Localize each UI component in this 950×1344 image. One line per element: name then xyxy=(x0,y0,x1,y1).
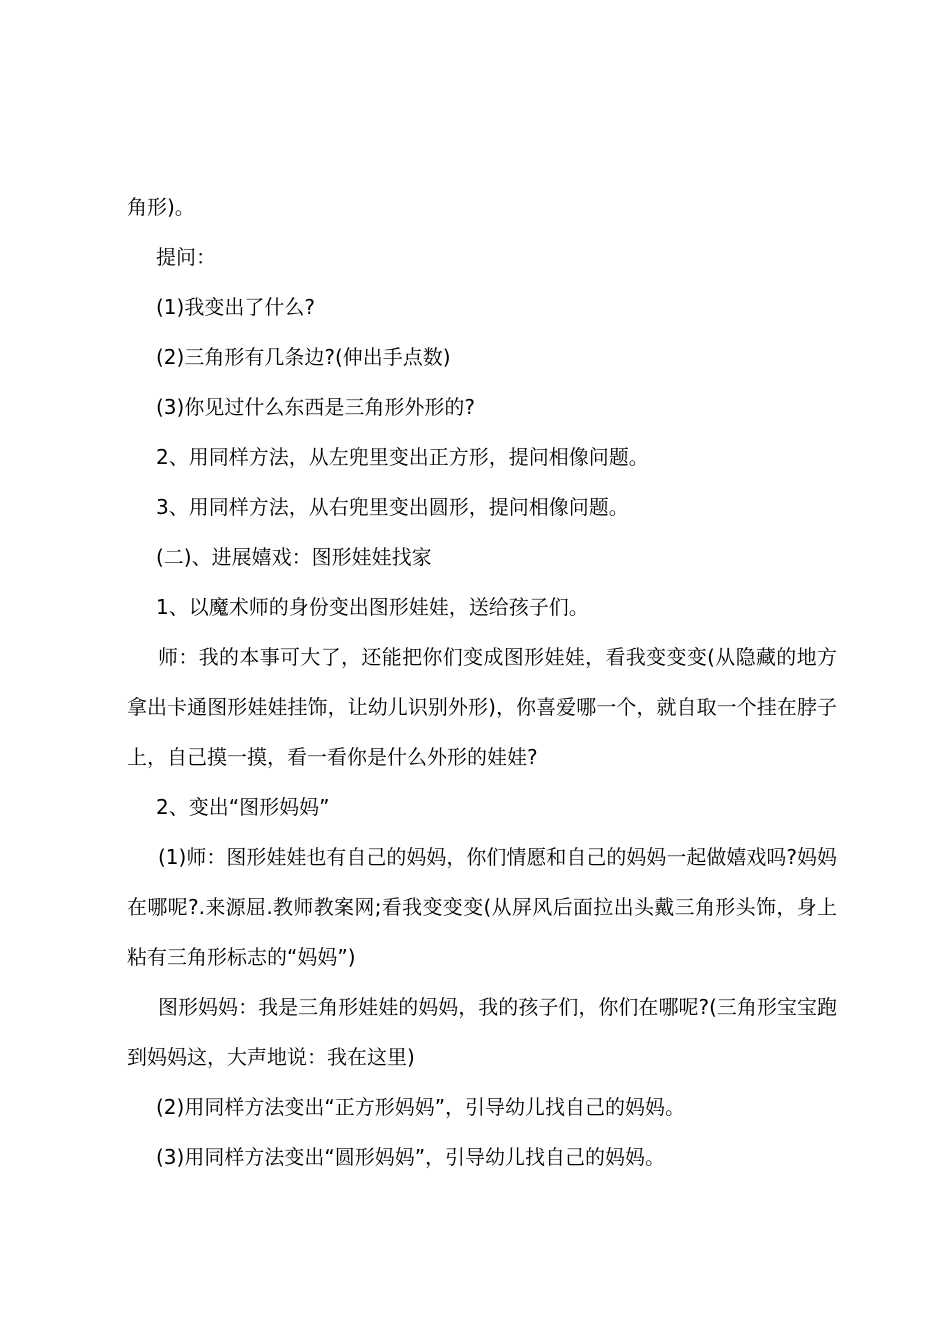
paragraph-teacher-speech: 师：我的本事可大了，还能把你们变成图形娃娃，看我变变变(从隐藏的地方拿出卡通图形娃娃挂饰，让幼儿识别外形)，你喜爱哪一个，就自取一个挂在脖子上，自己摸一摸，看一看你是什么外形的娃娃? xyxy=(127,645,837,769)
paragraph-square-mother: (2)用同样方法变出“正方形妈妈”，引导幼儿找自己的妈妈。 xyxy=(156,1095,686,1119)
paragraph-game-step-1: 1、以魔术师的身份变出图形娃娃，送给孩子们。 xyxy=(156,595,589,619)
paragraph-question-heading: 提问： xyxy=(156,245,216,269)
paragraph-continuation: 角形)。 xyxy=(127,195,195,219)
paragraph-question-1: (1)我变出了什么? xyxy=(156,295,315,319)
paragraph-mother-intro: (1)师：图形娃娃也有自己的妈妈，你们情愿和自己的妈妈一起做嬉戏吗?妈妈在哪呢?.来源屈.教师教案网;看我变变变(从屏风后面拉出头戴三角形头饰，身上粘有三角形标志的“妈妈”) xyxy=(127,845,837,969)
paragraph-circle-mother: (3)用同样方法变出“圆形妈妈”，引导幼儿找自己的妈妈。 xyxy=(156,1145,666,1169)
paragraph-question-2: (2)三角形有几条边?(伸出手点数) xyxy=(156,345,451,369)
paragraph-step-2-square: 2、用同样方法，从左兜里变出正方形，提问相像问题。 xyxy=(156,445,649,469)
paragraph-section-game: (二)、进展嬉戏：图形娃娃找家 xyxy=(156,545,432,569)
paragraph-step-3-circle: 3、用同样方法，从右兜里变出圆形，提问相像问题。 xyxy=(156,495,629,519)
paragraph-question-3: (3)你见过什么东西是三角形外形的? xyxy=(156,395,475,419)
paragraph-mother-speech: 图形妈妈：我是三角形娃娃的妈妈，我的孩子们，你们在哪呢?(三角形宝宝跑到妈妈这，大声地说：我在这里) xyxy=(127,995,837,1069)
document-body xyxy=(127,182,837,1182)
paragraph-game-step-2: 2、变出“图形妈妈” xyxy=(156,795,330,819)
